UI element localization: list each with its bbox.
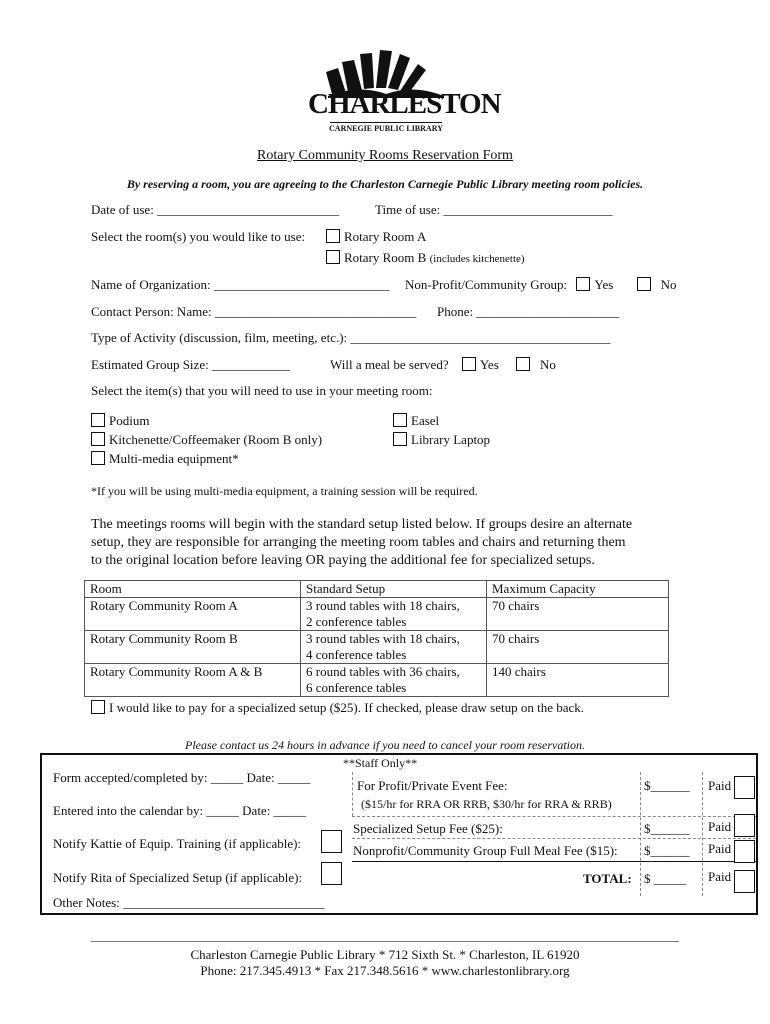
accepted-by-field[interactable]: Form accepted/completed by: _____ Date: _____	[53, 770, 311, 785]
total-label: TOTAL:	[583, 871, 632, 886]
footer-contact: Phone: 217.345.4913 * Fax 217.348.5616 * www.charlestonlibrary.org	[200, 963, 570, 978]
setup-paragraph-line: The meetings rooms will begin with the standard setup listed below. If groups desire an alternate	[91, 517, 633, 532]
laptop-checkbox[interactable]	[393, 432, 407, 446]
easel-label: Easel	[411, 413, 440, 428]
specialized-setup-label: I would like to pay for a specialized setup ($25). If checked, please draw setup on the back.	[109, 700, 585, 715]
notify-rita-checkbox[interactable]	[321, 862, 342, 885]
setup-paragraph-line: to the original location before leaving OR paying the additional fee for specialized setups.	[91, 553, 595, 568]
activity-field[interactable]: Type of Activity (discussion, film, meeting, etc.): ________________________________________	[91, 330, 611, 345]
date-of-use-field[interactable]: Date of use: ____________________________	[91, 202, 340, 217]
table-row	[85, 598, 669, 631]
notify-kattie-checkbox[interactable]	[321, 830, 342, 853]
meal-question	[330, 357, 556, 373]
calendar-entered-field[interactable]: Entered into the calendar by: _____ Date: _____	[53, 803, 307, 818]
room-a-checkbox[interactable]	[326, 229, 340, 243]
laptop-label: Library Laptop	[411, 432, 491, 447]
other-notes-field[interactable]: Other Notes: _______________________________	[53, 895, 325, 910]
time-of-use-field[interactable]: Time of use: __________________________	[375, 202, 613, 217]
specialized-paid-checkbox[interactable]	[734, 814, 755, 837]
cancel-note: Please contact us 24 hours in advance if you need to cancel your room reservation.	[184, 738, 586, 752]
setup-paragraph-line: setup, they are responsible for arranging the meeting room tables and chairs and returning them	[91, 535, 626, 550]
room-cell: Rotary Community Room A	[85, 598, 301, 631]
table-header-row	[85, 581, 669, 598]
forprofit-fee-label: For Profit/Private Event Fee:	[357, 778, 508, 793]
specialized-setup-checkbox[interactable]	[91, 700, 105, 714]
capacity-cell: 70 chairs	[487, 598, 669, 631]
contact-name-field[interactable]: Contact Person: Name: _______________________________	[91, 304, 417, 319]
meal-yes-label: Yes	[479, 357, 499, 372]
paid-label: Paid	[708, 841, 732, 856]
meal-amount-field[interactable]: $______	[644, 843, 690, 858]
forprofit-paid-checkbox[interactable]	[734, 776, 755, 799]
setup-cell	[301, 631, 487, 664]
nonprofit-yes-checkbox[interactable]	[576, 277, 590, 291]
paid-label: Paid	[708, 778, 732, 793]
total-paid-checkbox[interactable]	[734, 870, 755, 893]
amount-column-divider	[640, 772, 641, 896]
fee-column-divider	[352, 772, 353, 816]
staff-heading: **Staff Only**	[343, 756, 418, 770]
total-amount-field[interactable]: $ _____	[644, 871, 687, 886]
meal-yes-checkbox[interactable]	[462, 357, 476, 371]
table-row	[85, 664, 669, 697]
room-b-checkbox[interactable]	[326, 250, 340, 264]
setup-line: 3 round tables with 18 chairs,	[306, 598, 460, 613]
agreement-note: By reserving a room, you are agreeing to the Charleston Carnegie Public Library meeting room policies.	[126, 177, 644, 191]
meal-no-checkbox[interactable]	[516, 357, 530, 371]
logo-divider	[330, 122, 442, 123]
multimedia-label: Multi-media equipment*	[109, 451, 239, 466]
meal-label: Will a meal be served?	[330, 357, 449, 372]
kitchenette-checkbox[interactable]	[91, 432, 105, 446]
notify-kattie-label: Notify Kattie of Equip. Training (if applicable):	[53, 836, 302, 851]
paid-label: Paid	[708, 819, 732, 834]
total-rule	[352, 861, 756, 862]
setup-line: 3 round tables with 18 chairs,	[306, 631, 460, 646]
podium-checkbox[interactable]	[91, 413, 105, 427]
library-logo	[308, 48, 501, 140]
select-rooms-label: Select the room(s) you would like to use:	[91, 229, 306, 244]
setup-line: 4 conference tables	[306, 647, 407, 662]
setup-paragraph	[91, 516, 632, 570]
logo-wordmark: CHARLESTON	[308, 88, 501, 120]
paid-column-divider	[702, 772, 703, 896]
setup-cell	[301, 598, 487, 631]
footer-rule	[91, 941, 679, 942]
organization-field[interactable]: Name of Organization: ___________________________	[91, 277, 390, 292]
paid-label: Paid	[708, 869, 732, 884]
notify-rita-label: Notify Rita of Specialized Setup (if applicable):	[53, 870, 303, 885]
kitchenette-label: Kitchenette/Coffeemaker (Room B only)	[109, 432, 323, 447]
setup-line: 6 round tables with 36 chairs,	[306, 664, 460, 679]
room-b-note: (includes kitchenette)	[429, 253, 525, 265]
nonprofit-question	[405, 277, 676, 293]
item-kitchenette[interactable]	[91, 432, 322, 448]
table-row	[85, 631, 669, 664]
setup-line: 6 conference tables	[306, 680, 407, 695]
setup-cell	[301, 664, 487, 697]
header-room: Room	[85, 581, 301, 598]
meal-no-label: No	[540, 357, 556, 372]
specialized-amount-field[interactable]: $______	[644, 821, 690, 836]
logo-subtitle: CARNEGIE PUBLIC LIBRARY	[329, 124, 443, 133]
nonprofit-label: Non-Profit/Community Group:	[405, 277, 568, 292]
setup-line: 2 conference tables	[306, 614, 407, 629]
footer-address: Charleston Carnegie Public Library * 712 Sixth St. * Charleston, IL 61920	[190, 947, 580, 962]
room-b-label: Rotary Room B	[344, 250, 427, 265]
setup-table	[84, 580, 669, 697]
item-multimedia[interactable]	[91, 451, 239, 467]
training-note: *If you will be using multi-media equipment, a training session will be required.	[91, 484, 478, 498]
specialized-fee-label: Specialized Setup Fee ($25):	[353, 821, 503, 836]
room-cell: Rotary Community Room B	[85, 631, 301, 664]
group-size-field[interactable]: Estimated Group Size: ____________	[91, 357, 290, 372]
room-b-option[interactable]	[326, 250, 525, 266]
nonprofit-no-checkbox[interactable]	[637, 277, 651, 291]
item-podium[interactable]	[91, 413, 149, 429]
room-a-option[interactable]	[326, 229, 426, 245]
item-laptop[interactable]	[393, 432, 490, 448]
nonprofit-yes-label: Yes	[594, 277, 614, 292]
item-easel[interactable]	[393, 413, 439, 429]
easel-checkbox[interactable]	[393, 413, 407, 427]
meal-paid-checkbox[interactable]	[734, 840, 755, 863]
fee-row-divider	[352, 816, 756, 817]
header-setup: Standard Setup	[301, 581, 487, 598]
form-title: Rotary Community Rooms Reservation Form	[257, 148, 513, 163]
multimedia-checkbox[interactable]	[91, 451, 105, 465]
nonprofit-no-label: No	[660, 277, 677, 292]
capacity-cell: 70 chairs	[487, 631, 669, 664]
capacity-cell: 140 chairs	[487, 664, 669, 697]
meal-fee-label: Nonprofit/Community Group Full Meal Fee ($15):	[353, 843, 618, 858]
phone-field[interactable]: Phone: ______________________	[437, 304, 620, 319]
fee-row-divider	[352, 838, 756, 839]
forprofit-amount-field[interactable]: $______	[644, 778, 690, 793]
header-capacity: Maximum Capacity	[487, 581, 669, 598]
podium-label: Podium	[109, 413, 150, 428]
forprofit-rates-note: ($15/hr for RRA OR RRB, $30/hr for RRA & RRB)	[361, 797, 612, 811]
items-label: Select the item(s) that you will need to use in your meeting room:	[91, 383, 433, 398]
specialized-setup-option[interactable]	[91, 700, 584, 716]
room-a-label: Rotary Room A	[344, 229, 427, 244]
room-cell: Rotary Community Room A & B	[85, 664, 301, 697]
